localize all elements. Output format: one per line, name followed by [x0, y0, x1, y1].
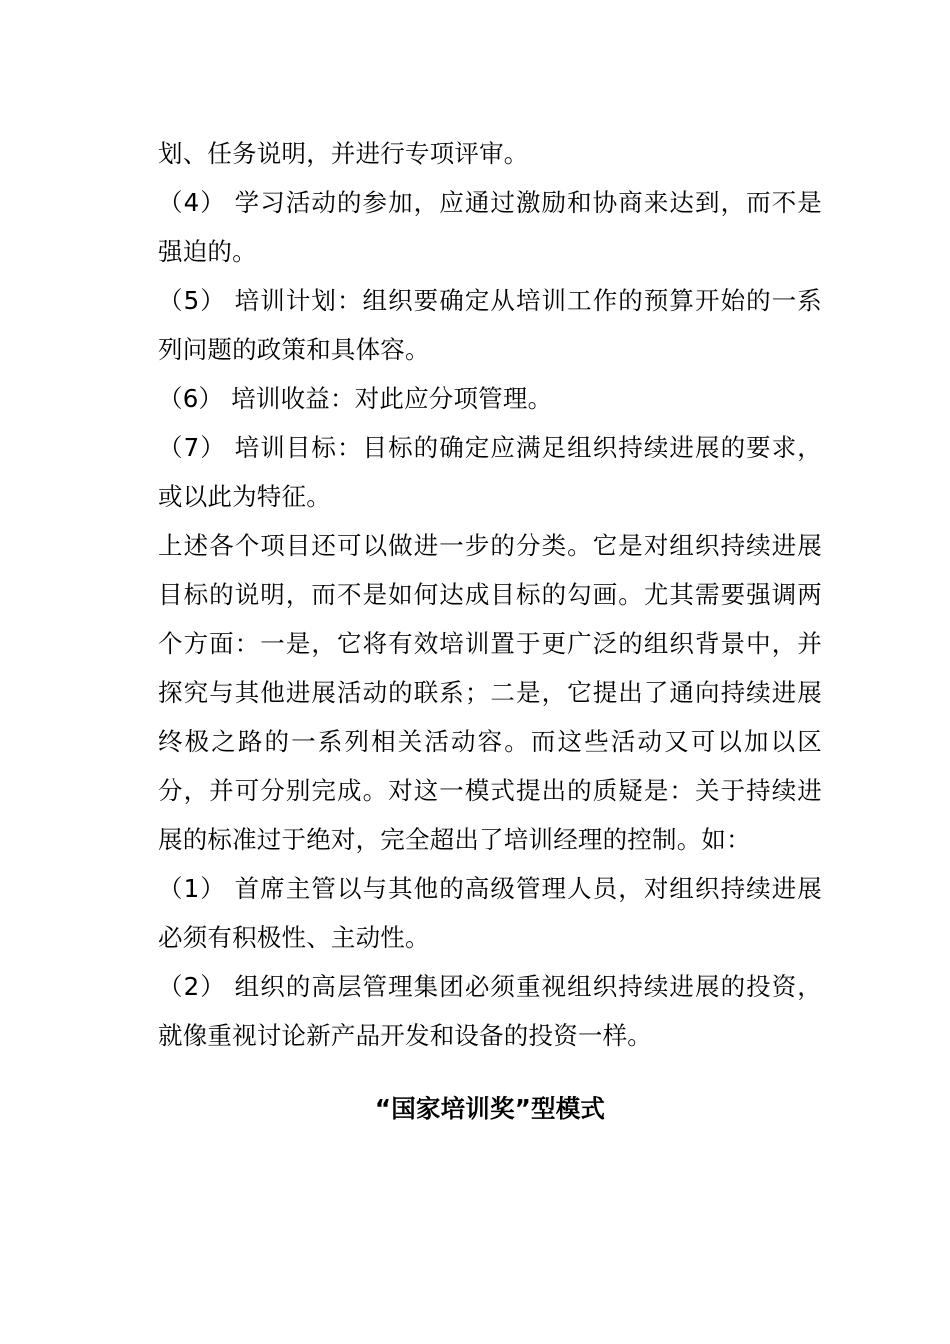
list-item-7: （7） 培训目标：目标的确定应满足组织持续进展的要求，或以此为特征。	[158, 433, 822, 511]
list-item-1: （1） 首席主管以与其他的高级管理人员，对组织持续进展必须有积极性、主动性。	[158, 874, 822, 952]
section-heading: “国家培训奖”型模式	[374, 1094, 606, 1123]
list-item-2: （2） 组织的高层管理集团必须重视组织持续进展的投资，就像重视讨论新产品开发和设备的投资一样。	[158, 972, 822, 1050]
document-page	[158, 129, 822, 1133]
list-item-5: （5） 培训计划：组织要确定从培训工作的预算开始的一系列问题的政策和具体容。	[158, 286, 822, 364]
paragraph-continuation: 划、任务说明，并进行专项评审。	[158, 139, 529, 168]
list-item-6: （6） 培训收益：对此应分项管理。	[158, 384, 553, 413]
body-paragraph: 上述各个项目还可以做进一步的分类。它是对组织持续进展目标的说明，而不是如何达成目标的勾画。尤其需要强调两个方面：一是，它将有效培训置于更广泛的组织背景中，并探究与其他进展活动的联系；二是，它提出了通向持续进展终极之路的一系列相关活动容。而这些活动又可以加以区分，并可分别完成。对这一模式提出的质疑是：关于持续进展的标准过于绝对，完全超出了培训经理的控制。如：	[158, 531, 822, 854]
list-item-4: （4） 学习活动的参加，应通过激励和协商来达到，而不是强迫的。	[158, 188, 822, 266]
